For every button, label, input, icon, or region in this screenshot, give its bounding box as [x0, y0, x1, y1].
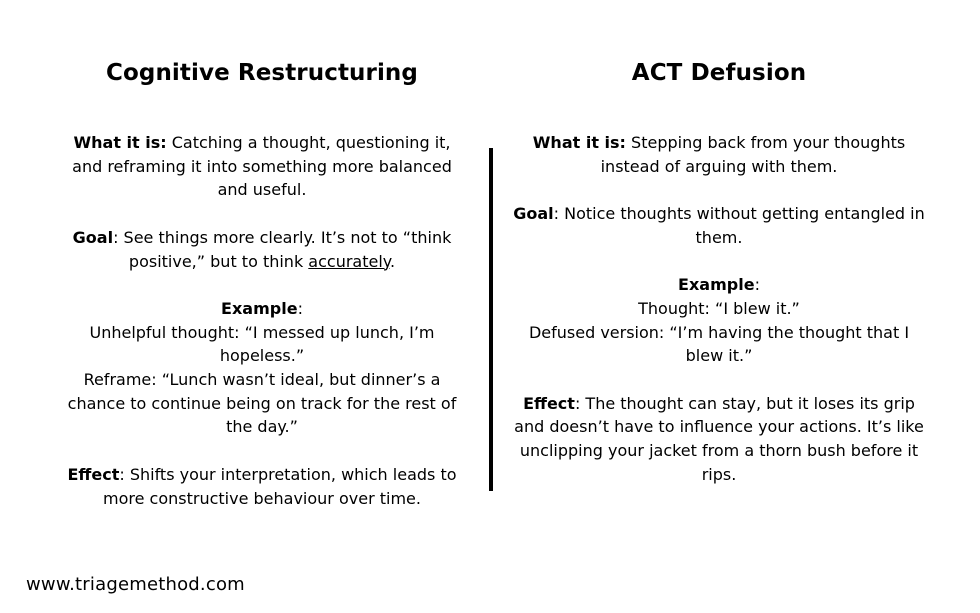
right-what-text: Stepping back from your thoughts instead of arguing with them. [600, 133, 906, 176]
left-column-title: Cognitive Restructuring [106, 60, 418, 86]
left-goal-text-end: . [389, 251, 396, 271]
column-divider [489, 148, 493, 491]
right-column-body [512, 131, 926, 487]
left-effect-text: : Shifts your interpretation, which leads to more constructive behaviour over time. [103, 464, 457, 508]
right-goal-text: : Notice thoughts without getting entangled in them. [553, 204, 925, 247]
left-goal-underlined-word: accurately [308, 251, 390, 271]
right-column-title: ACT Defusion [631, 60, 807, 86]
left-what-label: What it is: [73, 133, 167, 152]
left-goal-label: Goal [72, 227, 114, 247]
right-effect [512, 392, 926, 487]
left-goal-text: : See things more clearly. It’s not to “think positive,” but to think [113, 227, 452, 271]
left-goal [62, 226, 462, 273]
left-what-it-is [62, 131, 462, 202]
website-url: www.triagemethod.com [26, 574, 245, 595]
left-example-heading [62, 297, 462, 321]
left-effect-label: Effect [67, 464, 120, 484]
right-goal-label: Goal [513, 204, 554, 224]
right-what-label: What it is: [532, 133, 626, 152]
right-effect-text: : The thought can stay, but it loses its grip and doesn’t have to influence your actions. It’s like unclipping your jacket from a thorn bush before it rips. [514, 393, 924, 484]
right-example-line-1: Thought: “I blew it.” [638, 298, 800, 318]
right-goal [512, 202, 926, 249]
right-example-colon: : [754, 275, 760, 295]
right-example-line-2: Defused version: “I’m having the thought that I blew it.” [528, 322, 910, 366]
left-example-line-1: Unhelpful thought: “I messed up lunch, I’m hopeless.” [89, 322, 435, 366]
left-column-body [62, 131, 462, 510]
right-example-label: Example [678, 275, 755, 295]
right-example-heading [512, 273, 926, 297]
left-effect [62, 463, 462, 510]
left-what-text: Catching a thought, questioning it, and reframing it into something more balanced and useful. [72, 133, 452, 200]
right-effect-label: Effect [523, 393, 575, 413]
right-what-it-is [512, 131, 926, 178]
left-example-line-2: Reframe: “Lunch wasn’t ideal, but dinner’s a chance to continue being on track for the rest of the day.” [67, 370, 457, 437]
left-example-colon: : [297, 298, 303, 318]
left-example-label: Example [221, 298, 298, 318]
